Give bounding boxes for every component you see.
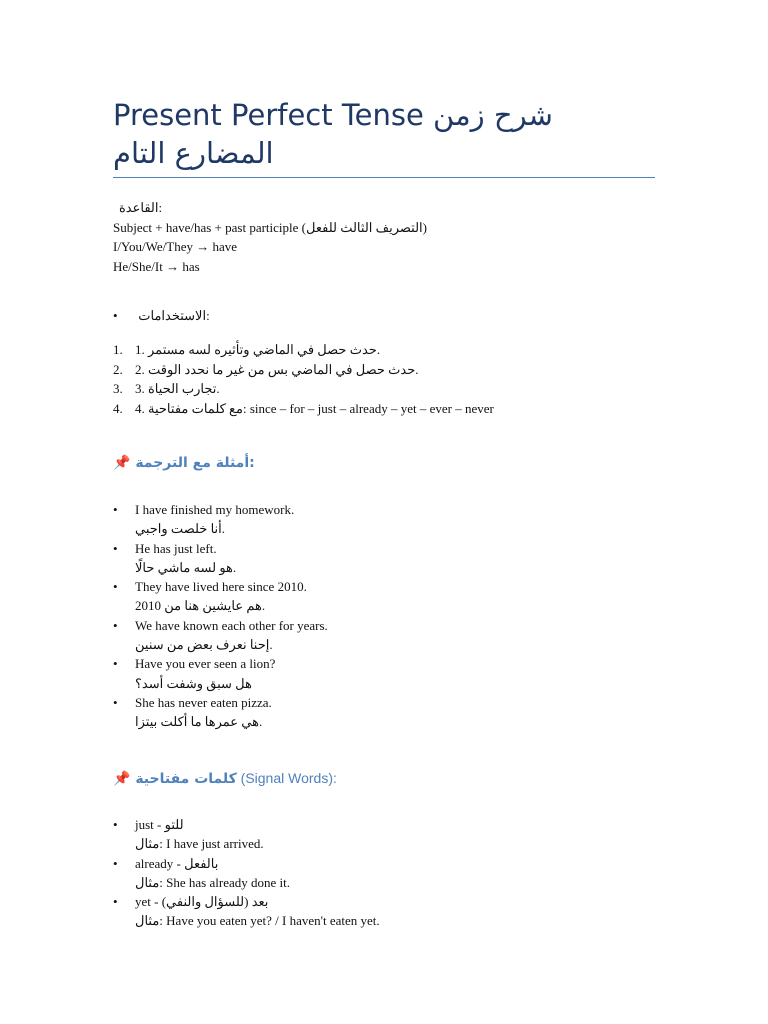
list-item: 2. 2. حدث حصل في الماضي بس من غير ما نحدد الوقت.: [113, 361, 419, 377]
list-item: [113, 539, 328, 578]
signal-heading-arabic: كلمات مفتاحية: [135, 771, 237, 787]
use-text: 4. مع كلمات مفتاحية: since – for – just – already – yet – ever – never: [135, 400, 494, 416]
list-item: 1. 1. حدث حصل في الماضي وتأثيره لسه مستمر.: [113, 342, 381, 357]
uses-list: [113, 340, 494, 418]
signal-words-list: [113, 815, 380, 931]
rule-formula: Subject + have/has + past participle (التصريف الثالث للفعل): [113, 219, 428, 235]
use-text: 2. حدث حصل في الماضي بس من غير ما نحدد الوقت.: [135, 361, 419, 377]
example-arabic: هم عايشين هنا من 2010.: [135, 598, 266, 614]
bullet: •: [113, 540, 118, 556]
signal-word: yet - بعد (للسؤال والنفي): [135, 894, 269, 910]
pushpin-icon: 📌: [113, 771, 131, 787]
bullet: •: [113, 894, 118, 910]
list-item: [113, 854, 380, 893]
example-arabic: هي عمرها ما أكلت بيتزا.: [135, 714, 263, 730]
list-item: [113, 815, 380, 854]
list-item: 4. 4. مع كلمات مفتاحية: since – for – just – already – yet – ever – never: [113, 400, 494, 416]
signal-words-heading: [113, 770, 337, 787]
uses-heading: الاستخدامات:: [138, 308, 210, 323]
pushpin-icon: 📌: [113, 455, 131, 471]
list-item: 3. 3. تجارب الحياة.: [113, 381, 220, 396]
signal-word: already - بالفعل: [135, 855, 219, 871]
use-text: 3. تجارب الحياة.: [135, 381, 220, 396]
use-text: 1. حدث حصل في الماضي وتأثيره لسه مستمر.: [135, 342, 381, 357]
signal-heading-english: (Signal Words):: [236, 770, 337, 786]
signal-word: just - للتو: [135, 817, 184, 832]
list-item: [113, 654, 328, 693]
signal-example: مثال: I have just arrived.: [135, 836, 264, 852]
example-arabic: أنا خلصت واجبي.: [135, 521, 226, 537]
example-arabic: هو لسه ماشي حالًا.: [135, 559, 237, 575]
example-english: Have you ever seen a lion?: [135, 656, 276, 672]
examples-heading-text: أمثلة مع الترجمة:: [135, 455, 255, 471]
example-english: They have lived here since 2010.: [135, 579, 307, 595]
list-item: [113, 693, 328, 732]
bullet: •: [113, 817, 118, 832]
example-english: He has just left.: [135, 540, 217, 556]
example-arabic: هل سبق وشفت أسد؟: [135, 675, 252, 691]
signal-example: مثال: Have you eaten yet? / I haven't eaten yet.: [135, 913, 380, 929]
list-item: [113, 892, 380, 931]
bullet: •: [113, 656, 118, 672]
example-arabic: إحنا نعرف بعض من سنين.: [135, 637, 273, 653]
examples-list: [113, 500, 328, 732]
signal-example: مثال: She has already done it.: [135, 874, 290, 890]
bullet: •: [113, 694, 118, 710]
list-item: [113, 616, 328, 655]
list-item: [113, 500, 328, 539]
list-item: [113, 577, 328, 616]
example-english: She has never eaten pizza.: [135, 694, 272, 710]
bullet: •: [113, 308, 118, 323]
rule-heading: القاعدة:: [119, 200, 163, 215]
rule-plural-line: I/You/We/They → have: [113, 239, 238, 254]
example-english: I have finished my homework.: [135, 502, 295, 517]
page-title: Present Perfect Tense شرح زمن المضارع التام: [113, 98, 553, 170]
bullet: •: [113, 855, 118, 871]
rule-singular-line: He/She/It → has: [113, 258, 200, 274]
uses-heading-item: [113, 306, 210, 326]
title-underline: [113, 177, 655, 178]
bullet: •: [113, 502, 118, 517]
examples-heading: [113, 455, 255, 471]
bullet: •: [113, 617, 118, 633]
bullet: •: [113, 579, 118, 595]
rule-section: [113, 198, 427, 276]
example-english: We have known each other for years.: [135, 617, 328, 633]
